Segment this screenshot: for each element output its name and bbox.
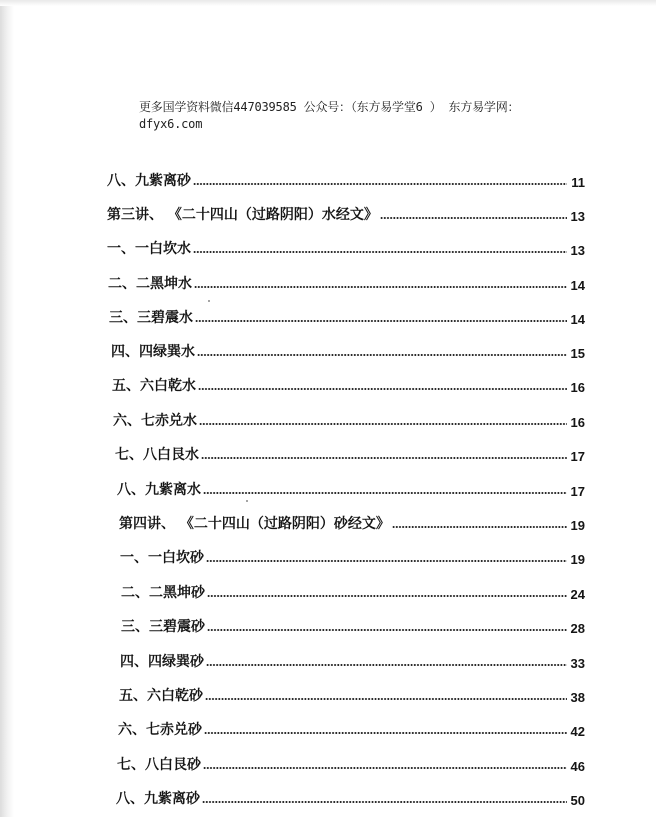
toc-entry-page: 19 (570, 518, 585, 533)
toc-entry-page: 13 (570, 243, 585, 258)
toc-entry-title: 七、八白艮水 (115, 447, 199, 463)
toc-entry-title: 四、四绿巽水 (111, 344, 195, 360)
toc-entry (112, 373, 585, 395)
toc-entry-title: 七、八白艮砂 (117, 757, 201, 773)
toc-entry-page: 38 (570, 690, 585, 705)
toc-entry-page: 11 (571, 175, 585, 190)
toc-entry-title: 二、二黑坤水 (108, 276, 192, 292)
toc-entry-page: 46 (570, 759, 585, 774)
toc-entry-title: 五、六白乾砂 (119, 688, 203, 704)
toc-leader-dots (201, 456, 567, 460)
toc-entry-title: 六、七赤兑水 (113, 413, 197, 429)
toc-entry-title: 八、九紫离砂 (107, 173, 191, 189)
toc-leader-dots (380, 216, 567, 220)
toc-entry-page: 19 (570, 552, 585, 567)
header-line-2: dfyx6.com (139, 117, 203, 131)
toc-leader-dots (197, 353, 567, 357)
toc-entry-title: 三、三碧震水 (109, 310, 193, 326)
toc-leader-dots (203, 491, 567, 495)
toc-entry (108, 271, 585, 293)
toc-entry-title: 一、一白坎砂 (120, 550, 204, 566)
toc-leader-dots (206, 663, 567, 667)
toc-entry (119, 683, 585, 705)
toc-entry (121, 614, 585, 636)
toc-entry-page: 14 (570, 278, 585, 293)
toc-entry-title: 八、九紫离砂 (116, 791, 200, 807)
toc-chapter-entry (119, 511, 585, 533)
toc-entry-title: 二、二黑坤砂 (121, 585, 205, 601)
toc-chapter-entry (107, 202, 585, 224)
toc-entry-page: 33 (570, 656, 585, 671)
toc-entry-title: 五、六白乾水 (112, 378, 196, 394)
toc-entry (113, 408, 585, 430)
toc-entry-title: 八、九紫离水 (117, 482, 201, 498)
toc-leader-dots (202, 800, 567, 804)
toc-entry (115, 442, 585, 464)
toc-entry-page: 24 (570, 587, 585, 602)
toc-entry-page: 17 (570, 449, 585, 464)
toc-leader-dots (207, 628, 567, 632)
toc-entry-page: 16 (570, 380, 585, 395)
toc-entry-title: 三、三碧震砂 (121, 619, 205, 635)
toc-entry (120, 649, 585, 671)
toc-entry (107, 168, 585, 190)
toc-entry (121, 580, 585, 602)
toc-entry-title: 一、一白坎水 (107, 241, 191, 257)
toc-leader-dots (195, 319, 567, 323)
toc-entry-page: 15 (570, 346, 585, 361)
toc-entry (117, 752, 585, 774)
toc-entry (116, 786, 585, 808)
page-top-edge (0, 0, 656, 6)
toc-entry-page: 42 (570, 724, 585, 739)
scan-speck (208, 300, 210, 302)
toc-leader-dots (206, 559, 567, 563)
toc-leader-dots (205, 697, 567, 701)
toc-leader-dots (203, 766, 567, 770)
toc-leader-dots (193, 250, 567, 254)
toc-entry (118, 717, 585, 739)
toc-entry-page: 28 (570, 621, 585, 636)
watermark-header (139, 99, 609, 133)
toc-entry-page: 14 (570, 312, 585, 327)
scan-speck (246, 500, 248, 502)
toc-entry-title: 第四讲、 《二十四山（过路阴阳）砂经文》 (119, 516, 390, 532)
toc-entry-title: 六、七赤兑砂 (118, 722, 202, 738)
toc-entry-title: 第三讲、 《二十四山（过路阴阳）水经文》 (107, 207, 378, 223)
toc-entry-page: 50 (570, 793, 585, 808)
toc-leader-dots (207, 594, 567, 598)
toc-leader-dots (204, 731, 567, 735)
toc-entry-page: 16 (570, 415, 585, 430)
toc-leader-dots (198, 387, 567, 391)
toc-leader-dots (392, 525, 567, 529)
toc-entry (107, 236, 585, 258)
toc-entry (109, 305, 585, 327)
toc-entry-page: 13 (570, 209, 585, 224)
toc-entry (117, 477, 585, 499)
toc-entry-page: 17 (570, 484, 585, 499)
toc-entry (120, 545, 585, 567)
toc-entry (111, 339, 585, 361)
header-line-1: 更多国学资料微信447039585 公众号：（东方易学堂6 ） 东方易学网： (139, 100, 520, 114)
toc-leader-dots (194, 285, 567, 289)
toc-leader-dots (199, 422, 567, 426)
toc-entry-title: 四、四绿巽砂 (120, 654, 204, 670)
toc-leader-dots (193, 182, 567, 186)
page-edge-shadow (0, 0, 14, 817)
